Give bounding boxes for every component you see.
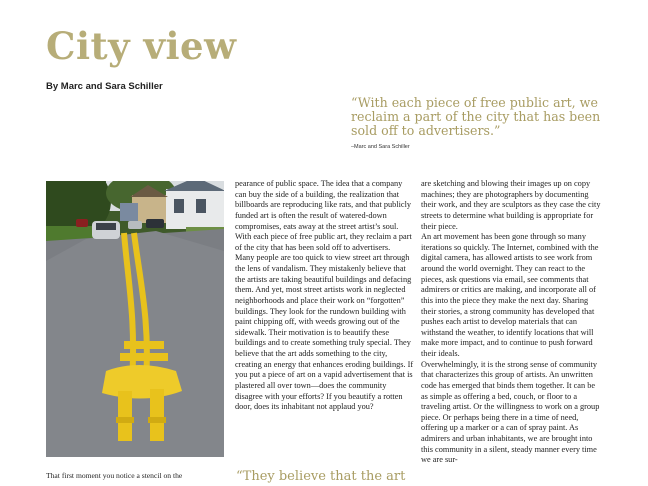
paragraph: are sketching and blowing their images up on copy machines; they are photographers by documenting their work, and they are sculptors as they case the city streets to determine what building is appropriate for their piece.	[421, 179, 601, 231]
body-column-2	[235, 179, 415, 413]
article-title: City view	[46, 24, 237, 68]
body-column-3	[421, 179, 601, 466]
paragraph: An art movement has been gone through so many iterations so quickly. The Internet, combined with the digital camera, has allowed artists to see work from around the world overnight. They can react to the pieces, ask questions via email, see comments that admirers or critics are making, and incorporate all of this into the piece they make the next day. Sharing their stories, a strong community has developed that pushes each artist to develop materials that can withstand the weather, to identify locations that will make more impact, and to continue to push forward their ideals.	[421, 232, 599, 358]
street-photo	[46, 181, 224, 457]
plug-stencil-photo-icon	[46, 181, 224, 457]
byline: By Marc and Sara Schiller	[46, 81, 163, 92]
paragraph: pearance of public space. The idea that a company can buy the side of a building, the realization that billboards are reproducing like rats, and that publicly funded art is often the result of watered-down compromises, eats away at the street artist’s soul. With each piece of free public art, they reclaim a part of the city that has been sold off to advertisers.	[235, 179, 412, 252]
paragraph: Overwhelmingly, it is the strong sense of community that characterizes this group of artists. An unwritten code has emerged that binds them together. It can be as simple as offering a bed, couch, or floor to a traveling artist. Or the willingness to work on a group piece. Or perhaps being there in a time of need, offering up a marker or a can of spray paint. As admirers and urban inhabitants, we are brought into this community in a silent, steady manner every time we are sur-	[421, 359, 600, 465]
body-column-1-start: That first moment you notice a stencil on the	[46, 471, 183, 480]
bottom-pull-quote: “They believe that the art	[236, 469, 406, 484]
pull-quote: “With each piece of free public art, we reclaim a part of the city that has been sold off to advertisers.”	[351, 95, 601, 138]
pull-quote-attribution: –Marc and Sara Schiller	[351, 144, 410, 150]
paragraph: Many people are too quick to view street art through the lens of vandalism. They mistakenly believe that the artists are taking beautiful buildings and defacing them. And yet, most street artists work in neglected neighborhoods and place their work on “forgotten” buildings. They look for the rundown building with paint chipping off, with weeds growing out of the sidewalk. Their motivation is to beautify these buildings and to create something truly special. They believe that the art adds something to the city, creating an energy that enhances eroding buildings. If you put a piece of art on a vapid advertisement that is plastered all over town—does the community disagree with your efforts? If you beautify a rotten door, does its inhabitant not applaud you?	[235, 253, 414, 412]
